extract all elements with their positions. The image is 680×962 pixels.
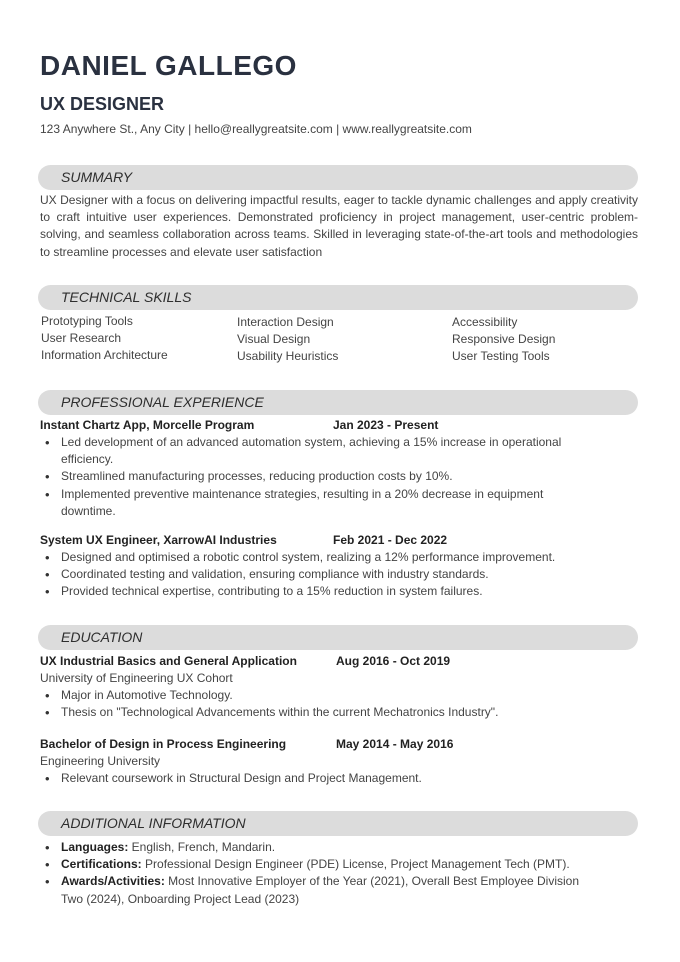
list-item <box>40 873 600 907</box>
list-item: • Thesis on "Technological Advancements within the current Mechatronics Industry". <box>40 704 600 721</box>
skill-item: Information Architecture <box>41 348 168 362</box>
skill-item: Visual Design <box>237 332 311 346</box>
list-item: • Designed and optimised a robotic control system, realizing a 12% performance improvement. <box>40 549 600 566</box>
additional-bullets <box>40 839 600 908</box>
list-item <box>40 856 600 873</box>
item-text: English, French, Mandarin. <box>128 840 276 854</box>
experience-heading: PROFESSIONAL EXPERIENCE <box>38 390 638 415</box>
item-text: Most Innovative Employer of the Year (2021), Overall Best Employee Division Two (2024), Onboarding Project Lead (2023) <box>61 874 580 906</box>
list-item: • Provided technical expertise, contributing to a 15% reduction in system failures. <box>40 583 600 600</box>
list-item: • Streamlined manufacturing processes, reducing production costs by 10%. <box>40 468 600 485</box>
education-school-2: Engineering University <box>40 754 161 768</box>
skill-item: User Testing Tools <box>452 349 550 363</box>
list-item: • Implemented preventive maintenance strategies, resulting in a 20% decrease in equipment downtime. <box>40 486 600 520</box>
skill-item: Responsive Design <box>452 332 556 346</box>
skill-item: User Research <box>41 331 122 345</box>
education-school-1: University of Engineering UX Cohort <box>40 671 233 685</box>
item-label: Awards/Activities: <box>61 874 165 889</box>
summary-heading: SUMMARY <box>38 165 638 190</box>
item-text: Professional Design Engineer (PDE) License, Project Management Tech (PMT). <box>141 857 570 872</box>
list-item: • Relevant coursework in Structural Design and Project Management. <box>40 770 600 787</box>
list-item <box>40 839 600 856</box>
list-item: • Major in Automotive Technology. <box>40 687 600 704</box>
list-item: • Coordinated testing and validation, ensuring compliance with industry standards. <box>40 566 600 583</box>
job-bullets-2 <box>40 549 600 601</box>
skills-column-3 <box>452 314 555 365</box>
education-bullets-1 <box>40 687 600 721</box>
education-dates-1: Aug 2016 - Oct 2019 <box>336 654 451 668</box>
contact-line: 123 Anywhere St., Any City | hello@reallygreatsite.com | www.reallygreatsite.com <box>40 122 472 136</box>
skills-column-2 <box>237 314 338 365</box>
list-item: • Led development of an advanced automation system, achieving a 15% increase in operational efficiency. <box>40 434 600 468</box>
item-label: Certifications: <box>61 857 142 872</box>
education-dates-2: May 2014 - May 2016 <box>336 737 454 751</box>
additional-heading: ADDITIONAL INFORMATION <box>38 811 638 836</box>
candidate-name: DANIEL GALLEGO <box>40 50 297 81</box>
job-title: UX DESIGNER <box>40 94 165 114</box>
summary-text: UX Designer with a focus on delivering impactful results, eager to tackle dynamic challenges and apply creativity to craft intuitive user experiences. Demonstrated proficiency in project management, user-centric problem-solving, and seamless collaboration across teams. Skilled in leveraging state-of-the-art tools and methodologies to streamline processes and elevate user satisfaction <box>40 193 638 259</box>
job-bullets-1 <box>40 434 600 520</box>
job-title-1: Instant Chartz App, Morcelle Program <box>40 418 255 432</box>
education-heading: EDUCATION <box>38 625 638 650</box>
skills-heading: TECHNICAL SKILLS <box>38 285 638 310</box>
education-bullets-2 <box>40 770 600 787</box>
skill-item: Usability Heuristics <box>237 349 339 363</box>
skill-item: Prototyping Tools <box>41 314 133 328</box>
education-title-2: Bachelor of Design in Process Engineering <box>40 737 287 751</box>
job-dates-2: Feb 2021 - Dec 2022 <box>333 533 448 547</box>
job-title-2: System UX Engineer, XarrowAI Industries <box>40 533 277 547</box>
skills-column-1 <box>41 313 168 364</box>
item-label: Languages: <box>61 840 129 854</box>
skill-item: Accessibility <box>452 315 518 329</box>
job-dates-1: Jan 2023 - Present <box>333 418 439 432</box>
education-title-1: UX Industrial Basics and General Application <box>40 654 297 668</box>
skill-item: Interaction Design <box>237 315 334 329</box>
